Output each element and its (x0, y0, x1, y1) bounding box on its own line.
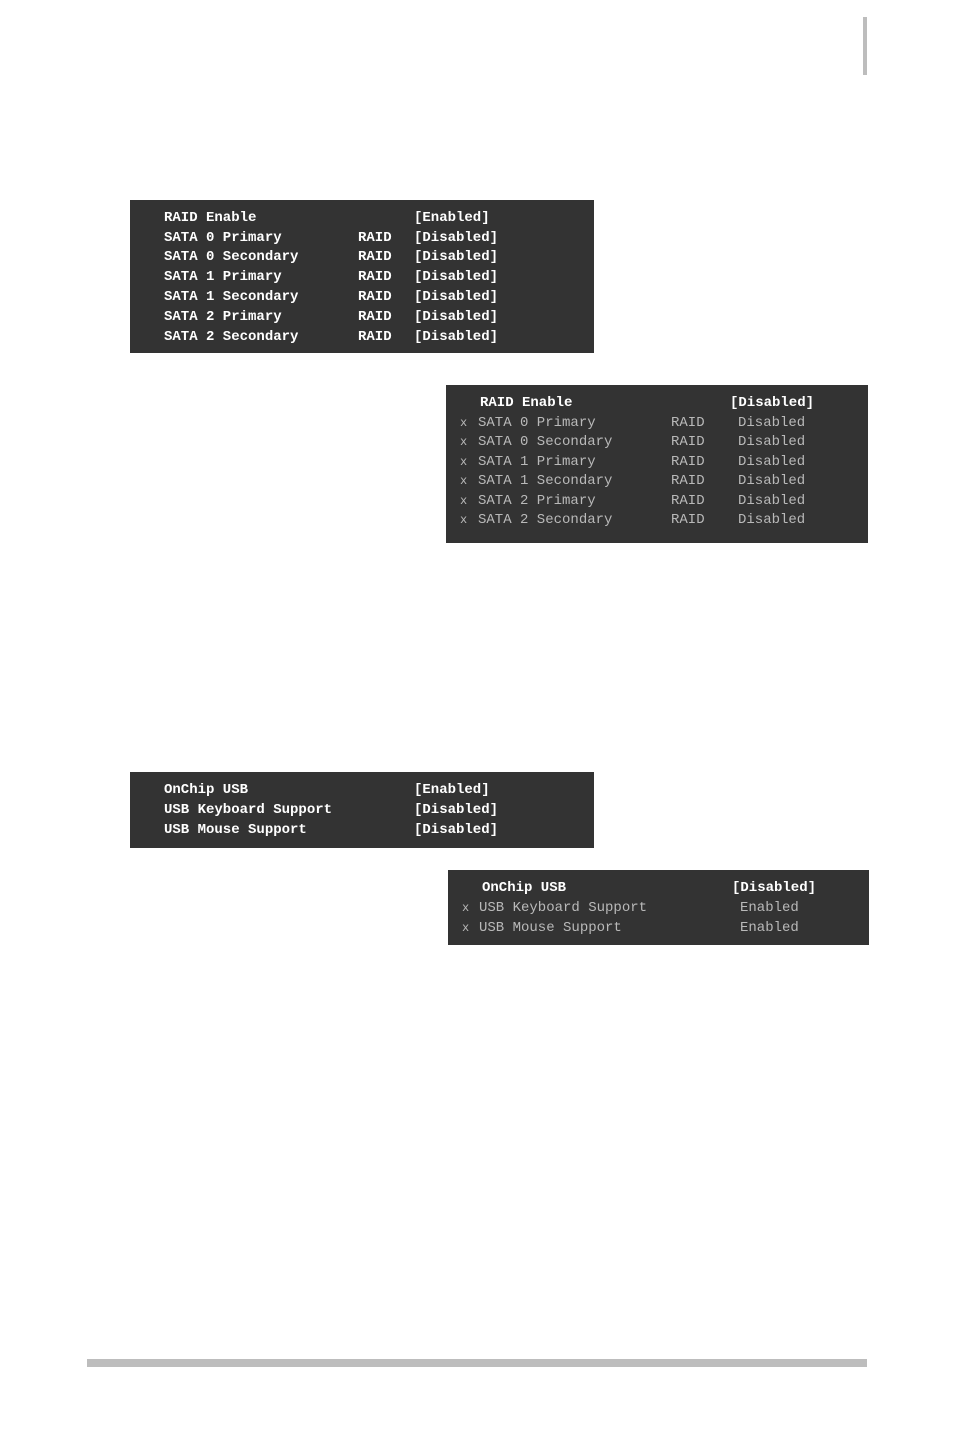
row-label: SATA 0 Primary (478, 415, 596, 431)
row-label: USB Keyboard Support (164, 802, 333, 818)
footer-rule (87, 1359, 867, 1367)
row-value: [Enabled] (414, 210, 490, 226)
row-mode: RAID (358, 309, 392, 325)
bios-row (130, 228, 499, 248)
bios-row (446, 393, 815, 413)
row-value: [Disabled] (414, 289, 499, 305)
row-mode: RAID (358, 269, 392, 285)
disabled-marker: x (460, 474, 468, 488)
disabled-marker: x (462, 901, 470, 915)
row-mode: RAID (671, 512, 705, 528)
row-value: Enabled (740, 920, 799, 936)
bios-row (130, 287, 499, 307)
row-value: Disabled (738, 473, 806, 489)
row-value: [Disabled] (732, 880, 817, 896)
row-label: SATA 0 Primary (164, 230, 282, 246)
raid-disabled-panel (446, 385, 868, 543)
row-label: SATA 1 Primary (478, 454, 596, 470)
row-label: SATA 1 Primary (164, 269, 282, 285)
disabled-marker: x (460, 513, 468, 527)
bios-row (448, 878, 817, 898)
row-mode: RAID (358, 329, 392, 345)
bios-row (446, 432, 806, 452)
row-label: SATA 2 Secondary (164, 329, 299, 345)
row-label: SATA 1 Secondary (478, 473, 613, 489)
bios-row (446, 413, 806, 433)
row-mode: RAID (358, 249, 392, 265)
row-value: [Disabled] (730, 395, 815, 411)
row-label: SATA 2 Primary (164, 309, 282, 325)
row-label: SATA 0 Secondary (164, 249, 299, 265)
row-value: Enabled (740, 900, 799, 916)
row-label: SATA 2 Secondary (478, 512, 613, 528)
row-mode: RAID (671, 434, 705, 450)
bios-row (446, 452, 806, 472)
row-value: [Disabled] (414, 802, 499, 818)
row-label: OnChip USB (164, 782, 249, 798)
row-mode: RAID (671, 415, 705, 431)
row-label: USB Mouse Support (164, 822, 307, 838)
row-value: Disabled (738, 415, 806, 431)
row-label: SATA 1 Secondary (164, 289, 299, 305)
row-value: [Disabled] (414, 230, 499, 246)
row-value: [Disabled] (414, 269, 499, 285)
row-mode: RAID (671, 454, 705, 470)
row-value: [Enabled] (414, 782, 490, 798)
bios-row (130, 208, 490, 228)
bios-row (446, 510, 806, 530)
bios-row (130, 247, 499, 267)
row-label: SATA 0 Secondary (478, 434, 613, 450)
bios-row (130, 327, 499, 347)
disabled-marker: x (460, 455, 468, 469)
row-value: Disabled (738, 434, 806, 450)
row-value: Disabled (738, 454, 806, 470)
bios-row (130, 307, 499, 327)
usb-enabled-panel (130, 772, 594, 848)
row-label: USB Keyboard Support (479, 900, 648, 916)
row-mode: RAID (671, 493, 705, 509)
bios-row (448, 898, 799, 918)
row-value: [Disabled] (414, 309, 499, 325)
row-value: [Disabled] (414, 329, 499, 345)
row-value: [Disabled] (414, 822, 499, 838)
row-mode: RAID (358, 289, 392, 305)
bios-row (130, 820, 499, 840)
bios-row (130, 800, 499, 820)
usb-disabled-panel (448, 870, 869, 945)
row-label: SATA 2 Primary (478, 493, 596, 509)
row-value: [Disabled] (414, 249, 499, 265)
row-value: Disabled (738, 512, 806, 528)
bios-row (446, 471, 806, 491)
row-value: Disabled (738, 493, 806, 509)
row-label: RAID Enable (480, 395, 573, 411)
disabled-marker: x (460, 494, 468, 508)
raid-enabled-panel (130, 200, 594, 353)
page-corner-bar (863, 17, 867, 75)
row-label: OnChip USB (482, 880, 567, 896)
row-label: USB Mouse Support (479, 920, 622, 936)
row-label: RAID Enable (164, 210, 257, 226)
bios-row (130, 267, 499, 287)
row-mode: RAID (671, 473, 705, 489)
disabled-marker: x (462, 921, 470, 935)
bios-row (448, 918, 799, 938)
row-mode: RAID (358, 230, 392, 246)
bios-row (130, 780, 490, 800)
disabled-marker: x (460, 416, 468, 430)
disabled-marker: x (460, 435, 468, 449)
bios-row (446, 491, 806, 511)
